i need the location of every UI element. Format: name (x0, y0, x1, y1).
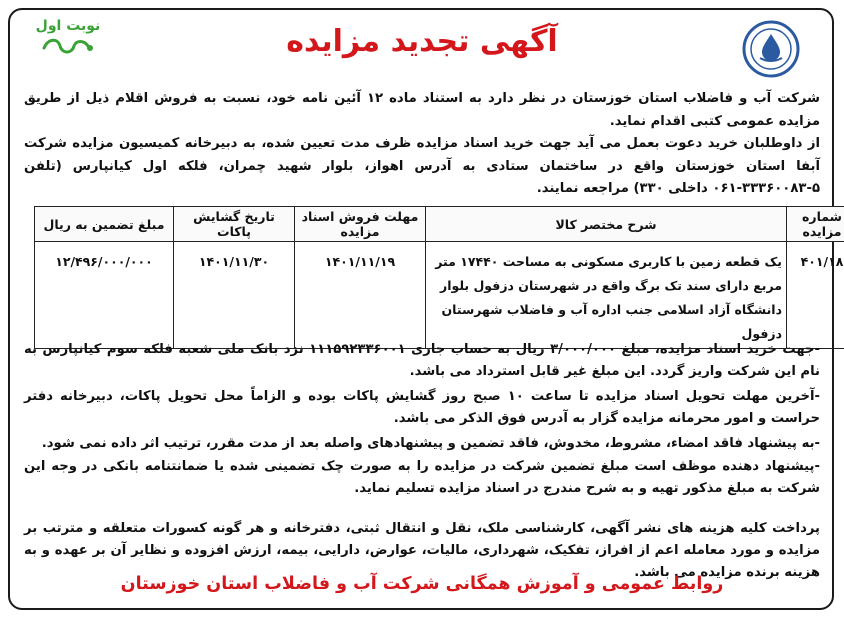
cell-sale-deadline: ۱۴۰۱/۱۱/۱۹ (295, 242, 426, 349)
header-auction-number: شماره مزایده (787, 207, 844, 242)
turn-label: نوبت اول (35, 18, 101, 34)
note-document-purchase: -جهت خرید اسناد مزایده، مبلغ ۳/۰۰۰/۰۰۰ ریال به حساب جاری ۱۱۱۵۹۲۳۳۶۰۰۱ نزد بانک ملی شعبه فلکه سوم کیانپارس به نام این شرکت واریز گردد. این مبلغ غیر قابل استرداد می باشد. (24, 342, 820, 380)
intro-paragraph-1: شرکت آب و فاضلاب استان خوزستان در نظر دارد به استناد ماده ۱۲ آئین نامه خود، نسبت به فروش اقلام ذیل از طریق مزایده عمومی کتبی اقدام نماید. (24, 91, 820, 129)
header-description: شرح مختصر کالا (426, 207, 787, 242)
table-row (35, 242, 844, 349)
cell-deposit-amount: ۱۲/۴۹۶/۰۰۰/۰۰۰ (35, 242, 174, 349)
header-sale-deadline: مهلت فروش اسناد مزایده (295, 207, 426, 242)
header-deposit-amount: مبلغ تضمین به ریال (35, 207, 174, 242)
notice-header (0, 0, 844, 84)
auction-items-table (34, 206, 844, 349)
note-submission-deadline: -آخرین مهلت تحویل اسناد مزایده تا ساعت ۱۰ صبح روز گشایش پاکات بوده و الزاماً محل تحویل پاکات، دبیرخانه دفتر حراست و امور محرمانه مزایده گزار به آدرس فوق الذکر می باشد. (24, 389, 821, 427)
note-guarantee: -پیشنهاد دهنده موظف است مبلغ تضمین شرکت در مزایده را به صورت چک تضمینی شده یا ضمانتنامه بانکی در وجه این شرکت به مبلغ مذکور تهیه و به شرح مندرج در اسناد مزایده تسلیم نماید. (24, 459, 820, 497)
notice-title: آگهی تجدید مزایده (286, 24, 558, 59)
table-header-row (35, 207, 844, 242)
intro-paragraph-2: از داوطلبان خرید دعوت بعمل می آید جهت خرید اسناد مزایده ظرف مدت تعیین شده، به دبیرخانه کمیسیون مزایده شرکت آبفا استان خوزستان واقع در ساختمان ستادی به آدرس اهواز، بلوار شهید چمران، فلکه اول کیانپارس (تلفن ۵-۳۳۳۶۰۰۸۳-۰۶۱ داخلی ۳۳۰) مراجعه نمایند. (24, 136, 820, 196)
note-costs: پرداخت کلیه هزینه های نشر آگهی، کارشناسی ملک، نقل و انتقال ثبتی، دفترخانه و هر گونه کسورات متعلقه و مترتب بر مزایده و مورد معامله اعم از افراز، تفکیک، شهرداری، مالیات، عوارض، دارایی، بیمه، ارزش افزوده و نظایر آن بر عهده و به هزینه برنده مزایده می باشد. (24, 521, 820, 581)
header-opening-date: تاریخ گشایش پاکات (174, 207, 295, 242)
turn-badge (28, 18, 108, 66)
note-invalid-offers: -به پیشنهاد فاقد امضاء، مشروط، مخدوش، فاقد تضمین و پیشنهادهای واصله بعد از مدت مقرر، ترتیب اثر داده نمی شود. (41, 436, 820, 451)
cell-opening-date: ۱۴۰۱/۱۱/۳۰ (174, 242, 295, 349)
cell-description: یک قطعه زمین با کاربری مسکونی به مساحت ۱۷۴۴۰ متر مربع دارای سند تک برگ واقع در شهرستان دزفول بلوار دانشگاه آزاد اسلامی جنب اداره آب و فاضلاب شهرستان دزفول (426, 242, 787, 349)
cell-auction-number: ۴۰۱/۱۸ (787, 242, 844, 349)
swirl-decoration-icon (38, 36, 98, 56)
footer-signature: روابط عمومی و آموزش همگانی شرکت آب و فاضلاب استان خوزستان (120, 574, 724, 594)
